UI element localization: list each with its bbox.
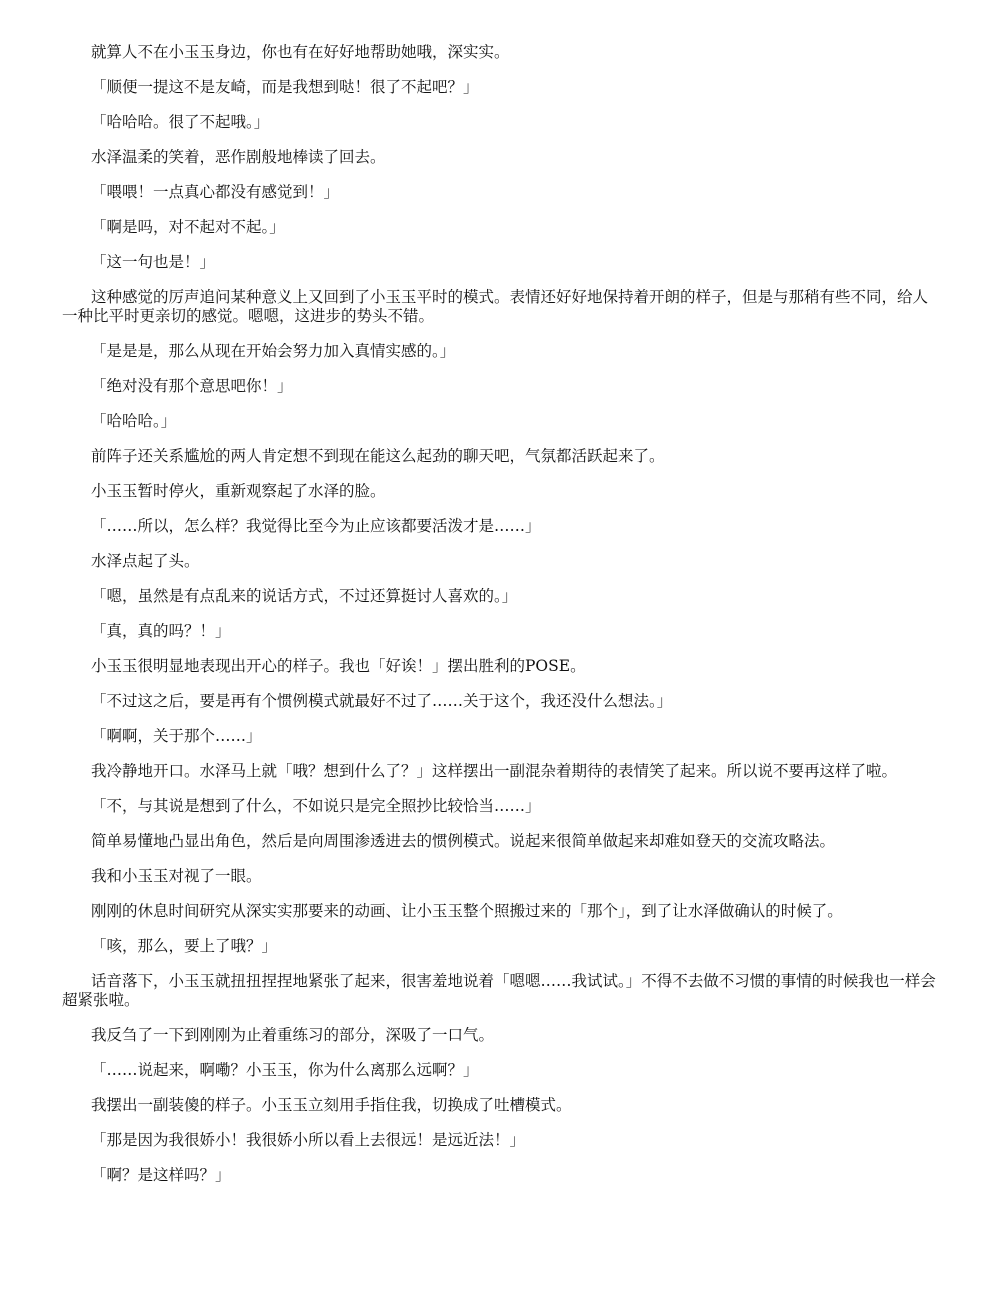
paragraph: 「真，真的吗？！」 bbox=[91, 622, 231, 640]
paragraph: 这种感觉的厉声追问某种意义上又回到了小玉玉平时的模式。表情还好好地保持着开朗的样子，但是与那稍有些不同，给人一种比平时更亲切的感觉。嗯嗯，这进步的势头不错。 bbox=[62, 288, 929, 325]
paragraph: 小玉玉很明显地表现出开心的样子。我也「好诶！」摆出胜利的POSE。 bbox=[91, 657, 586, 675]
paragraph: 就算人不在小玉玉身边，你也有在好好地帮助她哦，深实实。 bbox=[91, 43, 510, 61]
paragraph: 「……所以，怎么样？我觉得比至今为止应该都要活泼才是……」 bbox=[91, 517, 541, 535]
paragraph: 「绝对没有那个意思吧你！」 bbox=[91, 377, 293, 395]
paragraph: 小玉玉暂时停火，重新观察起了水泽的脸。 bbox=[91, 482, 386, 500]
paragraph: 「这一句也是！」 bbox=[91, 253, 216, 271]
paragraph: 我反刍了一下到刚刚为止着重练习的部分，深吸了一口气。 bbox=[91, 1026, 495, 1044]
paragraph: 「啊是吗，对不起对不起。」 bbox=[91, 218, 285, 236]
paragraph: 「是是是，那么从现在开始会努力加入真情实感的。」 bbox=[91, 342, 456, 360]
paragraph: 简单易懂地凸显出角色，然后是向周围渗透进去的惯例模式。说起来很简单做起来却难如登天的交流攻略法。 bbox=[91, 832, 836, 850]
paragraph: 前阵子还关系尴尬的两人肯定想不到现在能这么起劲的聊天吧，气氛都活跃起来了。 bbox=[91, 447, 665, 465]
paragraph: 刚刚的休息时间研究从深实实那要来的动画、让小玉玉整个照搬过来的「那个」，到了让水泽做确认的时候了。 bbox=[91, 902, 843, 920]
paragraph: 「不，与其说是想到了什么，不如说只是完全照抄比较恰当……」 bbox=[91, 797, 541, 815]
paragraph: 我和小玉玉对视了一眼。 bbox=[91, 867, 262, 885]
paragraph: 「喂喂！一点真心都没有感觉到！」 bbox=[91, 183, 340, 201]
paragraph: 我摆出一副装傻的样子。小玉玉立刻用手指住我，切换成了吐槽模式。 bbox=[91, 1096, 572, 1114]
paragraph: 「哈哈哈。」 bbox=[91, 412, 177, 430]
paragraph: 「那是因为我很娇小！我很娇小所以看上去很远！是远近法！」 bbox=[91, 1131, 526, 1149]
paragraph: 「不过这之后，要是再有个惯例模式就最好不过了……关于这个，我还没什么想法。」 bbox=[91, 692, 673, 710]
paragraph: 水泽温柔的笑着，恶作剧般地棒读了回去。 bbox=[91, 148, 386, 166]
paragraph: 「嗯，虽然是有点乱来的说话方式，不过还算挺讨人喜欢的。」 bbox=[91, 587, 518, 605]
paragraph: 「……说起来，啊嘞？小玉玉，你为什么离那么远啊？」 bbox=[91, 1061, 479, 1079]
paragraph: 「啊？是这样吗？」 bbox=[91, 1166, 231, 1184]
paragraph: 「咳，那么，要上了哦？」 bbox=[91, 937, 278, 955]
paragraph: 水泽点起了头。 bbox=[91, 552, 200, 570]
paragraph: 话音落下，小玉玉就扭扭捏捏地紧张了起来，很害羞地说着「嗯嗯……我试试。」不得不去做不习惯的事情的时候我也一样会超紧张啦。 bbox=[62, 972, 936, 1009]
paragraph: 「啊啊，关于那个……」 bbox=[91, 727, 262, 745]
paragraph: 我冷静地开口。水泽马上就「哦？想到什么了？」这样摆出一副混杂着期待的表情笑了起来。所以说不要再这样了啦。 bbox=[91, 762, 898, 780]
paragraph: 「哈哈哈。很了不起哦。」 bbox=[91, 113, 270, 131]
paragraph: 「顺便一提这不是友崎，而是我想到哒！很了不起吧？」 bbox=[91, 78, 479, 96]
